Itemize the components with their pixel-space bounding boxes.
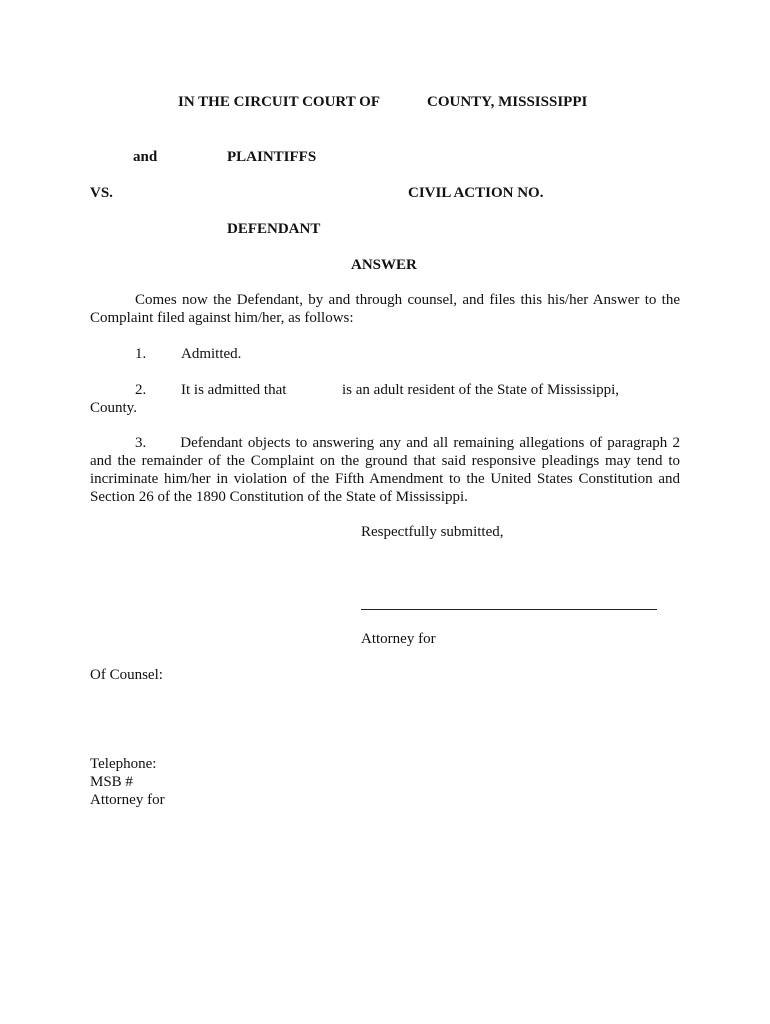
and-label: and <box>133 149 158 165</box>
document-title: ANSWER <box>351 257 417 273</box>
item-3-number: 3. <box>135 435 147 451</box>
vs-label: VS. <box>90 185 113 201</box>
item-1-text: Admitted. <box>181 346 242 362</box>
counsel-attorney-for: Attorney for <box>90 792 165 808</box>
signature-attorney-for: Attorney for <box>361 631 436 647</box>
plaintiffs-label: PLAINTIFFS <box>227 149 317 165</box>
intro-paragraph: Comes now the Defendant, by and through counsel, and files this his/her Answer to the Complaint filed against him/her, as follows: <box>90 292 680 326</box>
closing-text: Respectfully submitted, <box>361 524 504 540</box>
item-3-paragraph <box>90 434 680 506</box>
telephone-label: Telephone: <box>90 756 157 772</box>
civil-action-label: CIVIL ACTION NO. <box>408 185 544 201</box>
court-name-right: COUNTY, MISSISSIPPI <box>427 94 588 110</box>
item-3-text: Defendant objects to answering any and all remaining allegations of paragraph 2 and the remainder of the Complaint on the ground that said responsive pleadings may tend to incriminate him/her in violation of the Fifth Amendment to the United States Constitution and Section 26 of the 1890 Constitution of the State of Mississippi. <box>90 435 680 505</box>
msb-label: MSB # <box>90 774 133 790</box>
of-counsel-label: Of Counsel: <box>90 667 163 683</box>
item-2-number: 2. <box>135 382 147 398</box>
item-2-text-b: is an adult resident of the State of Mississippi, <box>342 382 620 398</box>
item-1-number: 1. <box>135 346 147 362</box>
item-2-text-a: It is admitted that <box>181 382 287 398</box>
defendant-label: DEFENDANT <box>227 221 321 237</box>
item-2-text-c: County. <box>90 400 137 416</box>
signature-line <box>361 609 657 610</box>
court-name-left: IN THE CIRCUIT COURT OF <box>178 94 381 110</box>
